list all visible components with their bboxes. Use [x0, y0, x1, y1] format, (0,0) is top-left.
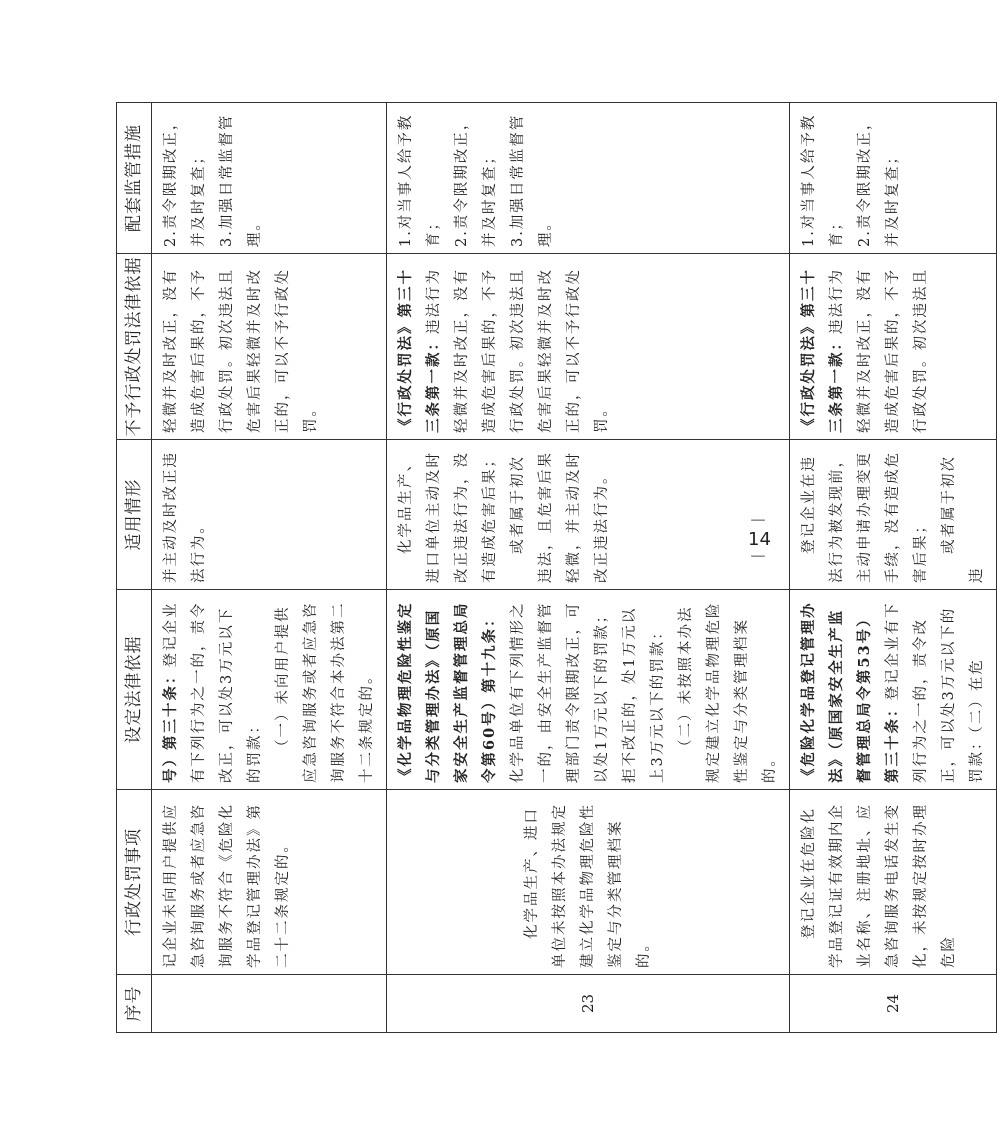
situation-text: 登记企业在违法行为被发现前，主动申请办理变更手续，没有造成危害后果；	[801, 451, 929, 583]
row-nopenalty	[152, 254, 387, 440]
situation-text: 化学品生产、进口单位主动及时改正违法行为，没有造成危害后果；	[398, 451, 498, 583]
nopenalty-bold: 《行政处罚法》第三十三条第一款：	[397, 268, 442, 433]
row-item	[790, 790, 997, 975]
measure-item: 1.对当事人给予教育；	[801, 113, 845, 247]
item-text: 登记企业在危险化学品登记证有效期内企业名称、注册地址、应急咨询服务电话发生变化，未按规定按时办理危险	[801, 803, 957, 968]
nopenalty-text: 轻微并及时改正，没有造成危害后果的，不予行政处罚。初次违法且危害后果轻微并及时改正的，可以不予行政处罚。	[163, 268, 319, 433]
row-measures	[387, 103, 790, 254]
row-seq: 23	[387, 975, 790, 1033]
item-text: 记企业未向用户提供应急咨询服务或者应急咨询服务不符合《危险化学品登记管理办法》第二十二条规定的。	[163, 803, 291, 968]
row-nopenalty	[387, 254, 790, 440]
item-text: 化学品生产、进口单位未按照本办法规定建立化学品物理危险性鉴定与分类管理档案的。	[524, 803, 652, 968]
nopenalty-rest: 违法行为轻微并及时改正，没有造成危害后果的，不予行政处罚。初次违法且	[829, 268, 929, 433]
nopenalty-rest: 违法行为轻微并及时改正，没有造成危害后果的，不予行政处罚。初次违法且危害后果轻微并及时改正的，可以不予行政处罚。	[426, 268, 610, 433]
row-basis	[790, 590, 997, 790]
row-measures	[152, 103, 387, 254]
header-nopenalty: 不予行政处罚法律依据	[117, 254, 152, 440]
row-situation	[152, 440, 387, 590]
basis-bold: 《危险化学品登记管理办法》（原国家安全生产监督管理总局令第53号）第三十条：	[800, 601, 901, 783]
basis-rest: 登记企业有下列行为之一的，责令改正，可以处3万元以下的罚款：	[163, 601, 263, 783]
table-header-row	[117, 103, 152, 1033]
row-seq: 24	[790, 975, 997, 1033]
basis-clause: （二）未按照本办法规定建立化学品物理危险性鉴定与分类管理档案的。	[678, 601, 778, 783]
table-row	[387, 103, 790, 1033]
row-nopenalty	[790, 254, 997, 440]
row-item	[387, 790, 790, 975]
nopenalty-bold: 《行政处罚法》第三十三条第一款：	[800, 268, 845, 433]
row-item	[152, 790, 387, 975]
row-basis	[152, 590, 387, 790]
header-basis: 设定法律依据	[117, 590, 152, 790]
situation-text: 并主动及时改正违法行为。	[163, 451, 207, 583]
basis-rest: 登记企业有下列行为之一的，责令改正，可以处3万元以下的罚款：（二）在危	[885, 601, 985, 783]
basis-clause: （一）未向用户提供应急咨询服务或者应急咨询服务不符合本办法第二十二条规定的。	[275, 601, 375, 783]
page-number: －14－	[748, 511, 771, 568]
table-row	[152, 103, 387, 1033]
penalty-table	[116, 102, 997, 1033]
row-measures	[790, 103, 997, 254]
row-seq	[152, 975, 387, 1033]
basis-bold: 《化学品物理危险性鉴定与分类管理办法》（原国家安全生产监督管理总局令第60号）第十九条：	[397, 601, 498, 783]
measure-item: 2.责令限期改正，并及时复查；	[454, 113, 498, 247]
rotated-table-page	[116, 103, 985, 1033]
header-seq: 序号	[117, 975, 152, 1033]
situation-text-2: 或者属于初次违法，且危害后果轻微，并主动及时改正违法行为。	[510, 451, 610, 583]
table-row	[790, 103, 997, 1033]
measure-item: 3.加强日常监督管理。	[219, 113, 263, 247]
header-item: 行政处罚事项	[117, 790, 152, 975]
row-situation	[387, 440, 790, 590]
measure-item: 2.责令限期改正，并及时复查；	[857, 113, 901, 247]
row-basis	[387, 590, 790, 790]
basis-bold: 号）第三十条：	[162, 667, 179, 783]
basis-rest: 化学品单位有下列情形之一的，由安全生产监督管理部门责令限期改正，可以处1万元以下的罚款；拒不改正的，处1万元以上3万元以下的罚款：	[510, 601, 666, 783]
header-situation: 适用情形	[117, 440, 152, 590]
row-situation	[790, 440, 997, 590]
measure-item: 3.加强日常监督管理。	[510, 113, 554, 247]
situation-text-2: 或者属于初次违	[941, 455, 985, 583]
measure-item: 1.对当事人给予教育；	[398, 113, 442, 247]
measure-item: 2.责令限期改正，并及时复查；	[163, 113, 207, 247]
header-measures: 配套监管措施	[117, 103, 152, 254]
